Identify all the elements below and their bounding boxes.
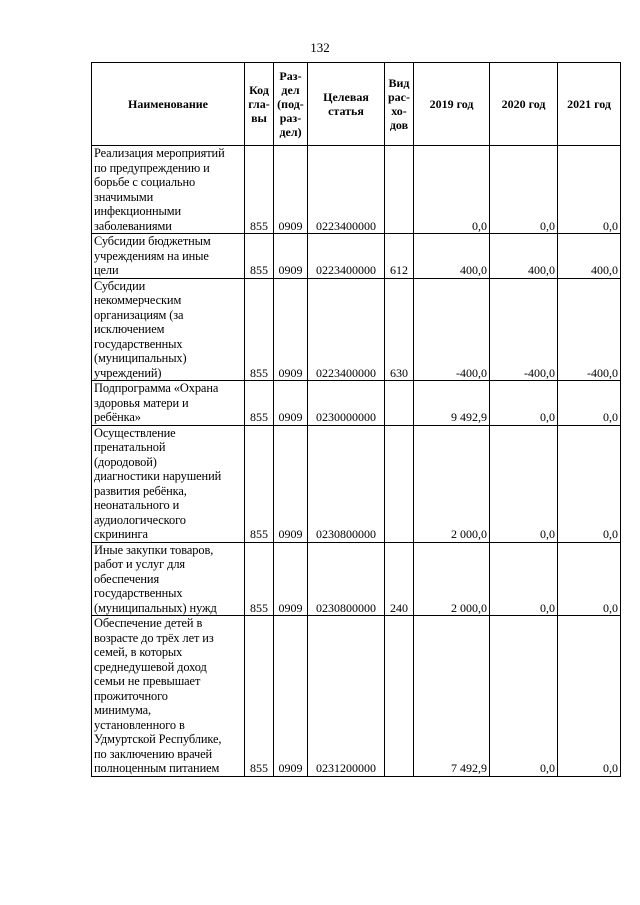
header-expense-type: Вид рас- хо- дов — [385, 63, 414, 146]
row-section: 0909 — [274, 278, 308, 381]
table-row — [92, 425, 621, 542]
budget-table — [91, 62, 621, 777]
row-amount-2021: 0,0 — [558, 616, 621, 777]
table-row — [92, 234, 621, 279]
row-expense-type: 630 — [385, 278, 414, 381]
row-amount-2020: -400,0 — [490, 278, 558, 381]
row-amount-2021: 400,0 — [558, 234, 621, 279]
row-name: Подпрограмма «Охрана здоровья матери и ребёнка» — [92, 381, 245, 426]
row-chapter-code: 855 — [245, 234, 274, 279]
row-target-article: 0223400000 — [308, 146, 385, 234]
table-row — [92, 616, 621, 777]
row-expense-type — [385, 425, 414, 542]
row-expense-type: 612 — [385, 234, 414, 279]
table-row — [92, 381, 621, 426]
row-amount-2019: 400,0 — [414, 234, 490, 279]
row-chapter-code: 855 — [245, 616, 274, 777]
row-amount-2019: 0,0 — [414, 146, 490, 234]
header-year-2020: 2020 год — [490, 63, 558, 146]
row-target-article: 0230000000 — [308, 381, 385, 426]
table-row — [92, 542, 621, 616]
row-expense-type: 240 — [385, 542, 414, 616]
row-target-article: 0230800000 — [308, 542, 385, 616]
table-row — [92, 146, 621, 234]
row-target-article: 0231200000 — [308, 616, 385, 777]
row-name: Обеспечение детей в возрасте до трёх лет из семей, в которых среднедушевой доход семьи не превышает прожиточного минимума, установленного в Удмуртской Республике, по заключению врачей полноценным питанием — [92, 616, 245, 777]
row-expense-type — [385, 616, 414, 777]
row-amount-2021: 0,0 — [558, 542, 621, 616]
row-expense-type — [385, 146, 414, 234]
row-section: 0909 — [274, 381, 308, 426]
row-amount-2021: -400,0 — [558, 278, 621, 381]
table-row — [92, 278, 621, 381]
header-target-article: Целевая статья — [308, 63, 385, 146]
row-chapter-code: 855 — [245, 278, 274, 381]
row-chapter-code: 855 — [245, 381, 274, 426]
row-amount-2021: 0,0 — [558, 146, 621, 234]
header-year-2019: 2019 год — [414, 63, 490, 146]
row-name: Иные закупки товаров, работ и услуг для обеспечения государственных (муниципальных) нужд — [92, 542, 245, 616]
row-amount-2019: 2 000,0 — [414, 542, 490, 616]
row-target-article: 0230800000 — [308, 425, 385, 542]
row-target-article: 0223400000 — [308, 278, 385, 381]
row-amount-2019: 9 492,9 — [414, 381, 490, 426]
row-name: Субсидии некоммерческим организациям (за исключением государственных (муниципальных) учреждений) — [92, 278, 245, 381]
row-name: Осуществление пренатальной (дородовой) диагностики нарушений развития ребёнка, неонатального и аудиологического скрининга — [92, 425, 245, 542]
row-chapter-code: 855 — [245, 146, 274, 234]
row-section: 0909 — [274, 146, 308, 234]
header-row — [92, 63, 621, 146]
row-amount-2021: 0,0 — [558, 381, 621, 426]
header-year-2021: 2021 год — [558, 63, 621, 146]
row-amount-2020: 0,0 — [490, 542, 558, 616]
row-expense-type — [385, 381, 414, 426]
header-name: Наименование — [92, 63, 245, 146]
row-amount-2020: 400,0 — [490, 234, 558, 279]
row-section: 0909 — [274, 542, 308, 616]
row-chapter-code: 855 — [245, 542, 274, 616]
row-amount-2019: 2 000,0 — [414, 425, 490, 542]
row-amount-2020: 0,0 — [490, 146, 558, 234]
row-section: 0909 — [274, 234, 308, 279]
row-amount-2019: -400,0 — [414, 278, 490, 381]
header-section: Раз- дел (под- раз- дел) — [274, 63, 308, 146]
row-section: 0909 — [274, 425, 308, 542]
row-name: Субсидии бюджетным учреждениям на иные цели — [92, 234, 245, 279]
row-amount-2019: 7 492,9 — [414, 616, 490, 777]
row-amount-2021: 0,0 — [558, 425, 621, 542]
row-name: Реализация мероприятий по предупреждению и борьбе с социально значимыми инфекционными заболеваниями — [92, 146, 245, 234]
header-chapter-code: Код гла- вы — [245, 63, 274, 146]
row-amount-2020: 0,0 — [490, 381, 558, 426]
row-amount-2020: 0,0 — [490, 616, 558, 777]
row-amount-2020: 0,0 — [490, 425, 558, 542]
row-chapter-code: 855 — [245, 425, 274, 542]
row-target-article: 0223400000 — [308, 234, 385, 279]
row-section: 0909 — [274, 616, 308, 777]
page-number: 132 — [310, 40, 330, 55]
